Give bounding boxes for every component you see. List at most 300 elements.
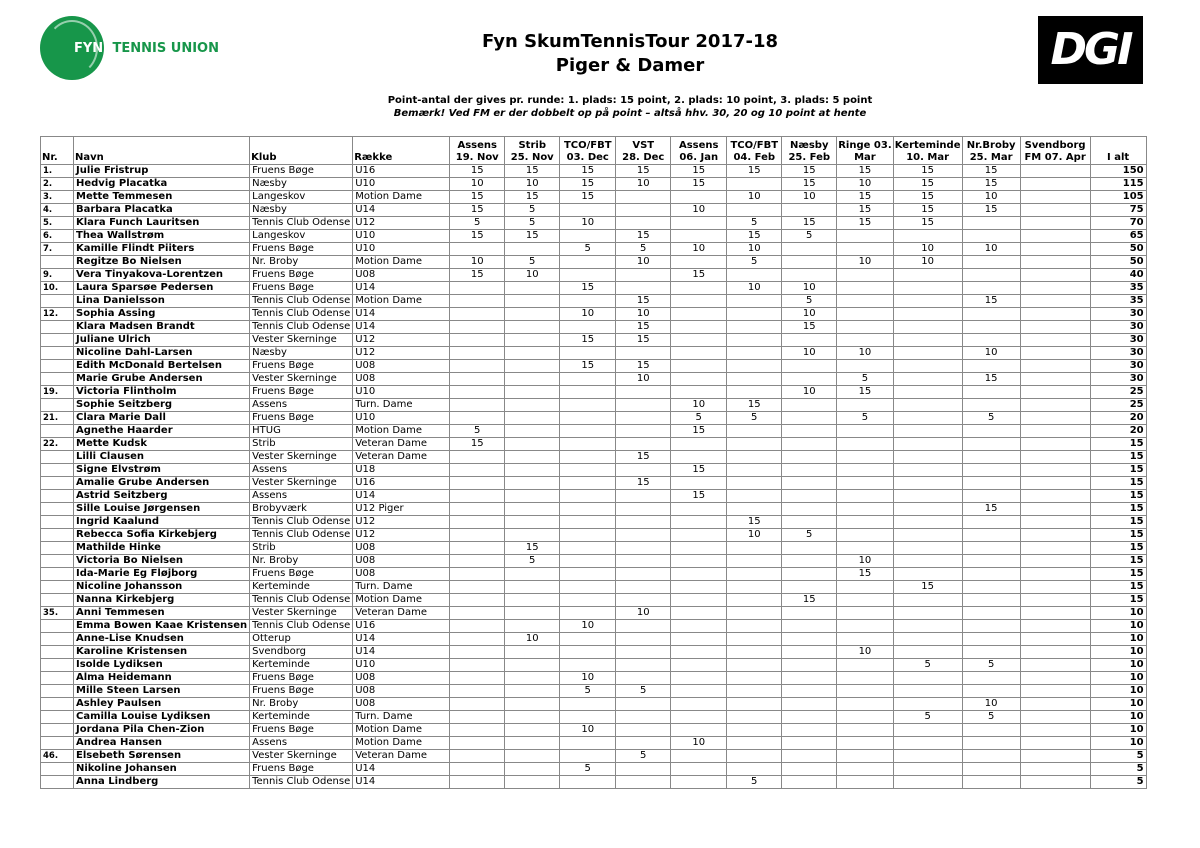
rank-cell <box>41 711 74 724</box>
points-cell <box>450 321 505 334</box>
points-cell <box>893 763 962 776</box>
points-cell <box>782 711 837 724</box>
points-cell <box>1020 477 1090 490</box>
points-cell <box>837 490 893 503</box>
table-row <box>41 555 1147 568</box>
points-cell: 5 <box>837 412 893 425</box>
points-cell <box>727 672 782 685</box>
table-row <box>41 386 1147 399</box>
points-cell <box>837 763 893 776</box>
header-round <box>450 137 505 165</box>
points-cell: 10 <box>782 347 837 360</box>
points-cell <box>1020 256 1090 269</box>
player-name: Anna Lindberg <box>74 776 250 789</box>
points-cell: 15 <box>560 282 616 295</box>
points-cell <box>962 737 1020 750</box>
table-row <box>41 763 1147 776</box>
points-cell <box>450 529 505 542</box>
points-cell: 10 <box>671 243 727 256</box>
points-cell <box>450 542 505 555</box>
points-cell <box>727 581 782 594</box>
points-cell <box>450 646 505 659</box>
round-venue: Assens <box>678 140 719 151</box>
points-cell <box>560 295 616 308</box>
rank-cell <box>41 490 74 503</box>
points-cell <box>837 529 893 542</box>
player-name: Mathilde Hinke <box>74 542 250 555</box>
rank-cell <box>41 594 74 607</box>
points-cell <box>505 386 560 399</box>
points-cell: 15 <box>505 230 560 243</box>
points-cell <box>962 321 1020 334</box>
points-cell: 15 <box>893 178 962 191</box>
total-cell: 10 <box>1090 698 1146 711</box>
points-cell <box>450 243 505 256</box>
points-cell <box>962 386 1020 399</box>
points-cell <box>1020 568 1090 581</box>
club-cell: Fruens Bøge <box>250 763 353 776</box>
points-cell <box>505 711 560 724</box>
points-cell: 10 <box>962 191 1020 204</box>
points-cell <box>962 230 1020 243</box>
table-row <box>41 438 1147 451</box>
club-cell: Vester Skerninge <box>250 451 353 464</box>
rank-cell <box>41 581 74 594</box>
player-name: Elsebeth Sørensen <box>74 750 250 763</box>
points-cell: 5 <box>616 243 671 256</box>
points-cell <box>962 776 1020 789</box>
total-cell: 30 <box>1090 321 1146 334</box>
club-cell: Fruens Bøge <box>250 412 353 425</box>
points-cell <box>962 594 1020 607</box>
table-row <box>41 490 1147 503</box>
points-cell <box>616 594 671 607</box>
table-body <box>41 165 1147 789</box>
points-cell <box>560 776 616 789</box>
player-name: Nicoline Dahl-Larsen <box>74 347 250 360</box>
club-cell: Assens <box>250 490 353 503</box>
points-cell: 5 <box>560 243 616 256</box>
table-row <box>41 321 1147 334</box>
points-cell <box>962 217 1020 230</box>
club-cell: Tennis Club Odense <box>250 516 353 529</box>
points-cell: 15 <box>727 230 782 243</box>
category-cell: U12 <box>353 516 450 529</box>
points-cell <box>560 737 616 750</box>
category-cell: U18 <box>353 464 450 477</box>
header-round <box>962 137 1020 165</box>
points-cell <box>962 724 1020 737</box>
points-cell <box>893 334 962 347</box>
points-cell <box>1020 646 1090 659</box>
points-cell: 5 <box>505 555 560 568</box>
points-cell <box>450 607 505 620</box>
rank-cell <box>41 698 74 711</box>
club-cell: Strib <box>250 438 353 451</box>
points-cell <box>962 516 1020 529</box>
club-cell: Tennis Club Odense <box>250 620 353 633</box>
category-cell: Veteran Dame <box>353 607 450 620</box>
rank-cell <box>41 477 74 490</box>
points-cell: 10 <box>505 633 560 646</box>
points-cell <box>560 373 616 386</box>
points-cell <box>505 750 560 763</box>
points-cell <box>962 451 1020 464</box>
points-cell <box>962 334 1020 347</box>
points-cell <box>837 724 893 737</box>
points-cell <box>560 503 616 516</box>
points-cell <box>782 503 837 516</box>
points-cell <box>893 633 962 646</box>
points-cell: 15 <box>893 191 962 204</box>
points-cell <box>1020 620 1090 633</box>
points-cell <box>671 256 727 269</box>
points-cell <box>1020 503 1090 516</box>
points-cell <box>671 620 727 633</box>
points-cell <box>837 659 893 672</box>
category-cell: U08 <box>353 568 450 581</box>
points-cell <box>450 347 505 360</box>
points-cell <box>893 412 962 425</box>
points-cell <box>727 711 782 724</box>
player-name: Juliane Ulrich <box>74 334 250 347</box>
player-name: Lilli Clausen <box>74 451 250 464</box>
points-cell <box>616 269 671 282</box>
rank-cell: 6. <box>41 230 74 243</box>
points-cell <box>671 568 727 581</box>
category-cell: U10 <box>353 386 450 399</box>
points-cell: 5 <box>837 373 893 386</box>
points-cell: 5 <box>782 295 837 308</box>
points-cell: 15 <box>782 165 837 178</box>
player-name: Kamille Flindt Piiters <box>74 243 250 256</box>
points-cell <box>1020 321 1090 334</box>
points-cell <box>505 737 560 750</box>
points-cell <box>616 503 671 516</box>
points-cell <box>837 594 893 607</box>
player-name: Signe Elvstrøm <box>74 464 250 477</box>
table-row <box>41 451 1147 464</box>
points-cell <box>671 334 727 347</box>
player-name: Anni Temmesen <box>74 607 250 620</box>
points-cell: 15 <box>450 438 505 451</box>
points-cell: 15 <box>616 230 671 243</box>
points-cell <box>560 594 616 607</box>
category-cell: U08 <box>353 698 450 711</box>
points-cell <box>782 373 837 386</box>
club-cell: Fruens Bøge <box>250 568 353 581</box>
points-cell <box>1020 490 1090 503</box>
total-cell: 15 <box>1090 568 1146 581</box>
points-cell <box>450 633 505 646</box>
points-cell <box>450 594 505 607</box>
player-name: Jordana Pila Chen-Zion <box>74 724 250 737</box>
points-cell <box>837 581 893 594</box>
category-cell: U14 <box>353 776 450 789</box>
category-cell: Motion Dame <box>353 191 450 204</box>
points-cell <box>560 451 616 464</box>
points-cell <box>450 464 505 477</box>
points-cell <box>616 542 671 555</box>
header-klub: Klub <box>250 137 353 165</box>
points-cell <box>893 490 962 503</box>
points-cell <box>671 711 727 724</box>
rank-cell: 21. <box>41 412 74 425</box>
player-name: Clara Marie Dall <box>74 412 250 425</box>
points-cell <box>962 685 1020 698</box>
total-cell: 10 <box>1090 672 1146 685</box>
category-cell: U08 <box>353 685 450 698</box>
points-cell <box>962 269 1020 282</box>
rank-cell: 10. <box>41 282 74 295</box>
points-cell <box>782 620 837 633</box>
points-cell <box>1020 217 1090 230</box>
points-cell: 10 <box>505 178 560 191</box>
points-cell: 5 <box>962 659 1020 672</box>
points-cell <box>450 308 505 321</box>
points-cell: 10 <box>727 243 782 256</box>
points-cell <box>893 620 962 633</box>
points-cell <box>837 360 893 373</box>
total-cell: 15 <box>1090 516 1146 529</box>
points-cell: 10 <box>962 243 1020 256</box>
points-cell <box>893 438 962 451</box>
points-cell <box>450 724 505 737</box>
total-cell: 15 <box>1090 555 1146 568</box>
points-cell: 15 <box>616 295 671 308</box>
category-cell: Veteran Dame <box>353 750 450 763</box>
points-cell: 15 <box>837 165 893 178</box>
points-cell: 10 <box>837 178 893 191</box>
club-cell: Næsby <box>250 347 353 360</box>
points-cell: 5 <box>505 217 560 230</box>
table-row <box>41 685 1147 698</box>
points-cell <box>837 399 893 412</box>
points-cell <box>893 776 962 789</box>
points-cell <box>1020 529 1090 542</box>
points-cell <box>727 750 782 763</box>
rank-cell: 1. <box>41 165 74 178</box>
points-cell <box>450 555 505 568</box>
points-info <box>300 94 960 120</box>
points-cell <box>962 529 1020 542</box>
table-row <box>41 581 1147 594</box>
points-cell <box>560 750 616 763</box>
points-cell: 15 <box>671 269 727 282</box>
points-cell <box>727 464 782 477</box>
player-name: Klara Funch Lauritsen <box>74 217 250 230</box>
category-cell: Turn. Dame <box>353 711 450 724</box>
points-cell <box>505 620 560 633</box>
category-cell: U14 <box>353 204 450 217</box>
rank-cell <box>41 373 74 386</box>
points-cell <box>893 321 962 334</box>
points-cell <box>893 555 962 568</box>
points-cell <box>616 763 671 776</box>
club-cell: Nr. Broby <box>250 698 353 711</box>
total-cell: 15 <box>1090 451 1146 464</box>
points-cell <box>1020 399 1090 412</box>
points-cell <box>782 633 837 646</box>
club-cell: Vester Skerninge <box>250 334 353 347</box>
points-cell <box>727 308 782 321</box>
points-cell <box>1020 672 1090 685</box>
header-round <box>782 137 837 165</box>
rank-cell <box>41 295 74 308</box>
player-name: Marie Grube Andersen <box>74 373 250 386</box>
page-title <box>380 30 880 78</box>
category-cell: U16 <box>353 165 450 178</box>
points-cell <box>1020 204 1090 217</box>
round-date: 04. Feb <box>733 152 776 163</box>
total-cell: 50 <box>1090 243 1146 256</box>
rank-cell: 46. <box>41 750 74 763</box>
points-cell <box>837 321 893 334</box>
points-cell: 10 <box>837 347 893 360</box>
player-name: Sophie Seitzberg <box>74 399 250 412</box>
table-row <box>41 568 1147 581</box>
points-cell <box>893 360 962 373</box>
points-cell: 15 <box>505 542 560 555</box>
points-cell <box>727 620 782 633</box>
points-cell <box>782 607 837 620</box>
points-cell <box>1020 178 1090 191</box>
points-cell <box>450 386 505 399</box>
points-cell: 15 <box>450 204 505 217</box>
rank-cell: 22. <box>41 438 74 451</box>
category-cell: Motion Dame <box>353 724 450 737</box>
club-cell: Svendborg <box>250 646 353 659</box>
points-cell <box>671 360 727 373</box>
points-cell <box>560 568 616 581</box>
points-cell <box>1020 607 1090 620</box>
points-cell <box>505 373 560 386</box>
points-cell <box>671 217 727 230</box>
points-cell: 5 <box>560 763 616 776</box>
rank-cell <box>41 399 74 412</box>
table-row <box>41 360 1147 373</box>
total-cell: 115 <box>1090 178 1146 191</box>
points-cell <box>560 204 616 217</box>
points-cell: 5 <box>727 256 782 269</box>
points-cell <box>727 542 782 555</box>
player-name: Edith McDonald Bertelsen <box>74 360 250 373</box>
points-cell <box>1020 581 1090 594</box>
header-round <box>505 137 560 165</box>
club-cell: Vester Skerninge <box>250 607 353 620</box>
rank-cell: 2. <box>41 178 74 191</box>
points-cell <box>893 308 962 321</box>
points-cell <box>1020 347 1090 360</box>
points-cell <box>1020 698 1090 711</box>
player-name: Ashley Paulsen <box>74 698 250 711</box>
table-row <box>41 425 1147 438</box>
points-cell <box>837 243 893 256</box>
points-cell <box>1020 685 1090 698</box>
player-name: Regitze Bo Nielsen <box>74 256 250 269</box>
club-cell: Tennis Club Odense <box>250 295 353 308</box>
points-cell <box>1020 191 1090 204</box>
points-cell <box>782 672 837 685</box>
points-cell: 15 <box>616 334 671 347</box>
points-cell <box>1020 165 1090 178</box>
points-cell <box>837 503 893 516</box>
points-cell <box>616 282 671 295</box>
points-cell <box>671 633 727 646</box>
total-cell: 30 <box>1090 373 1146 386</box>
points-cell <box>560 425 616 438</box>
points-cell: 15 <box>962 204 1020 217</box>
total-cell: 65 <box>1090 230 1146 243</box>
category-cell: Motion Dame <box>353 256 450 269</box>
total-cell: 10 <box>1090 646 1146 659</box>
player-name: Mette Temmesen <box>74 191 250 204</box>
player-name: Isolde Lydiksen <box>74 659 250 672</box>
category-cell: Motion Dame <box>353 737 450 750</box>
table-row <box>41 178 1147 191</box>
points-cell <box>505 321 560 334</box>
points-cell: 10 <box>616 373 671 386</box>
points-cell <box>505 295 560 308</box>
club-cell: Fruens Bøge <box>250 672 353 685</box>
points-cell <box>450 620 505 633</box>
points-cell <box>1020 334 1090 347</box>
category-cell: U08 <box>353 672 450 685</box>
player-name: Victoria Bo Nielsen <box>74 555 250 568</box>
points-cell <box>560 659 616 672</box>
points-cell <box>505 425 560 438</box>
points-cell <box>962 282 1020 295</box>
points-cell <box>560 581 616 594</box>
total-cell: 30 <box>1090 360 1146 373</box>
points-cell <box>560 347 616 360</box>
points-cell <box>727 178 782 191</box>
table-row <box>41 672 1147 685</box>
points-cell <box>893 230 962 243</box>
points-cell <box>893 542 962 555</box>
points-cell <box>616 633 671 646</box>
points-cell <box>893 672 962 685</box>
points-cell <box>505 347 560 360</box>
points-cell <box>727 204 782 217</box>
points-cell <box>727 594 782 607</box>
points-cell <box>962 360 1020 373</box>
points-cell <box>727 685 782 698</box>
category-cell: U12 <box>353 217 450 230</box>
round-date: 06. Jan <box>679 152 719 163</box>
points-cell <box>962 607 1020 620</box>
points-cell <box>893 529 962 542</box>
total-cell: 10 <box>1090 620 1146 633</box>
points-cell <box>1020 516 1090 529</box>
club-cell: Fruens Bøge <box>250 724 353 737</box>
club-cell: HTUG <box>250 425 353 438</box>
points-cell: 10 <box>727 529 782 542</box>
points-cell <box>1020 230 1090 243</box>
points-cell: 15 <box>727 516 782 529</box>
points-cell: 5 <box>893 711 962 724</box>
points-cell <box>1020 542 1090 555</box>
category-cell: U10 <box>353 243 450 256</box>
total-cell: 30 <box>1090 347 1146 360</box>
rank-cell <box>41 633 74 646</box>
rank-cell <box>41 516 74 529</box>
table-row <box>41 373 1147 386</box>
points-cell <box>727 633 782 646</box>
points-cell: 15 <box>962 295 1020 308</box>
points-cell <box>450 659 505 672</box>
points-cell <box>1020 373 1090 386</box>
